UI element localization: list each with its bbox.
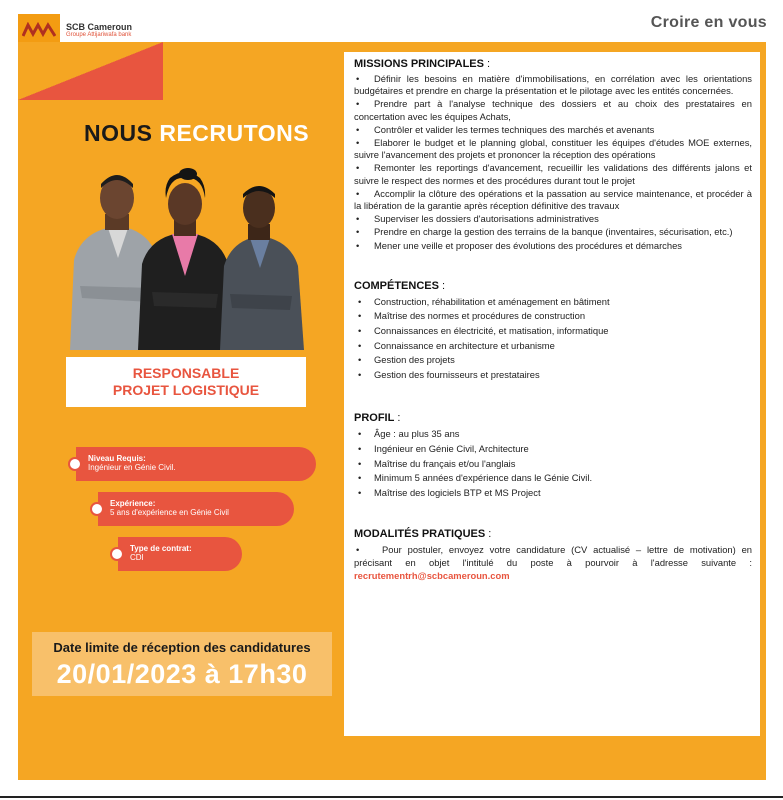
detail-value: CDI bbox=[130, 553, 144, 562]
competence-item: • Connaissances en électricité, et matisation, informatique bbox=[354, 324, 752, 339]
recruit-title-dark: NOUS bbox=[84, 120, 153, 146]
detail-label: Niveau Requis: bbox=[88, 454, 146, 463]
competence-item: • Gestion des projets bbox=[354, 353, 752, 368]
mission-item: • Prendre part à l'analyse technique des dossiers et au choix des prestataires en concertation avec les équipes Achats, bbox=[354, 98, 752, 122]
job-description bbox=[344, 52, 760, 736]
detail-value: 5 ans d'expérience en Génie Civil bbox=[110, 508, 229, 517]
bullet-dot-icon bbox=[90, 502, 104, 516]
bullet-dot-icon bbox=[68, 457, 82, 471]
application-email-link[interactable]: recrutementrh@scbcameroun.com bbox=[354, 570, 510, 582]
detail-value: Ingénieur en Génie Civil. bbox=[88, 463, 176, 472]
mission-item: • Définir les besoins en matière d'immobilisations, en corrélation avec les orientations budgétaires et prendre en charge la présentation et le pilotage avec les entités concernées. bbox=[354, 73, 752, 97]
detail-pill-level bbox=[76, 447, 316, 481]
detail-pill-experience bbox=[98, 492, 294, 526]
mission-item: • Prendre en charge la gestion des terrains de la banque (inventaires, sécurisation, etc.) bbox=[354, 226, 752, 238]
tagline: Croire en vous bbox=[650, 14, 767, 31]
profil-item: • Maîtrise du français et/ou l'anglais bbox=[354, 457, 752, 472]
mission-item: • Mener une veille et proposer des évolutions des procédures et démarches bbox=[354, 240, 752, 252]
competences-heading: COMPÉTENCES : bbox=[354, 279, 446, 292]
profil-list bbox=[354, 427, 752, 500]
bottom-divider bbox=[0, 796, 783, 798]
deadline-box bbox=[32, 632, 332, 696]
modalites-text: • Pour postuler, envoyez votre candidature (CV actualisé – lettre de motivation) en précisant en objet l'intitulé du poste à pourvoir à l'adresse suivante : recrutementrh@scbcameroun.com bbox=[354, 544, 752, 582]
brand-name: SCB Cameroun bbox=[66, 22, 133, 32]
red-corner-decoration bbox=[18, 42, 163, 100]
competences-list bbox=[354, 295, 752, 383]
bullet-dot-icon bbox=[110, 547, 124, 561]
recruit-title-light: RECRUTONS bbox=[159, 120, 310, 146]
missions-list bbox=[354, 73, 752, 252]
modalites-heading: MODALITÉS PRATIQUES : bbox=[354, 528, 492, 541]
mission-item: • Contrôler et valider les termes techniques des marchés et avenants bbox=[354, 124, 752, 136]
job-title-box bbox=[66, 357, 306, 407]
brand-subtitle: Groupe Attijariwafa bank bbox=[66, 32, 132, 38]
detail-label: Expérience: bbox=[110, 499, 156, 508]
people-photo bbox=[60, 168, 310, 350]
competence-item: • Connaissance en architecture et urbanisme bbox=[354, 339, 752, 354]
deadline-date: 20/01/2023 à 17h30 bbox=[56, 659, 308, 689]
detail-pill-contract bbox=[118, 537, 242, 571]
job-title-line2: PROJET LOGISTIQUE bbox=[112, 382, 260, 398]
competence-item: • Gestion des fournisseurs et prestataires bbox=[354, 368, 752, 383]
mission-item: • Remonter les reportings d'avancement, recueillir les validations des différents jalons et suivre le respect des normes et des procédures durant tout le projet bbox=[354, 162, 752, 186]
missions-heading: MISSIONS PRINCIPALES : bbox=[354, 58, 491, 70]
person-right-figure bbox=[220, 186, 304, 350]
deadline-label: Date limite de réception des candidatures bbox=[53, 640, 311, 655]
profil-item: • Minimum 5 années d'expérience dans le Génie Civil. bbox=[354, 471, 752, 486]
job-title-line1: RESPONSABLE bbox=[132, 365, 240, 381]
recruit-title bbox=[84, 120, 309, 147]
person-middle-figure bbox=[138, 168, 232, 350]
mission-item: • Superviser les dossiers d'autorisations administratives bbox=[354, 213, 752, 225]
mission-item: • Elaborer le budget et le planning global, constituer les équipes d'études MOE externes, suivre l'avancement des projets et prononcer la réception des opérations bbox=[354, 137, 752, 161]
profil-item: • Âge : au plus 35 ans bbox=[354, 427, 752, 442]
competence-item: • Construction, réhabilitation et aménagement en bâtiment bbox=[354, 295, 752, 310]
detail-label: Type de contrat: bbox=[130, 544, 192, 553]
competence-item: • Maîtrise des normes et procédures de construction bbox=[354, 309, 752, 324]
profil-item: • Maîtrise des logiciels BTP et MS Project bbox=[354, 486, 752, 501]
profil-heading: PROFIL : bbox=[354, 412, 401, 425]
mission-item: • Accomplir la clôture des opérations et la passation au service maintenance, et procéder à la libération de la garantie après réception définitive des travaux bbox=[354, 188, 752, 212]
profil-item: • Ingénieur en Génie Civil, Architecture bbox=[354, 442, 752, 457]
